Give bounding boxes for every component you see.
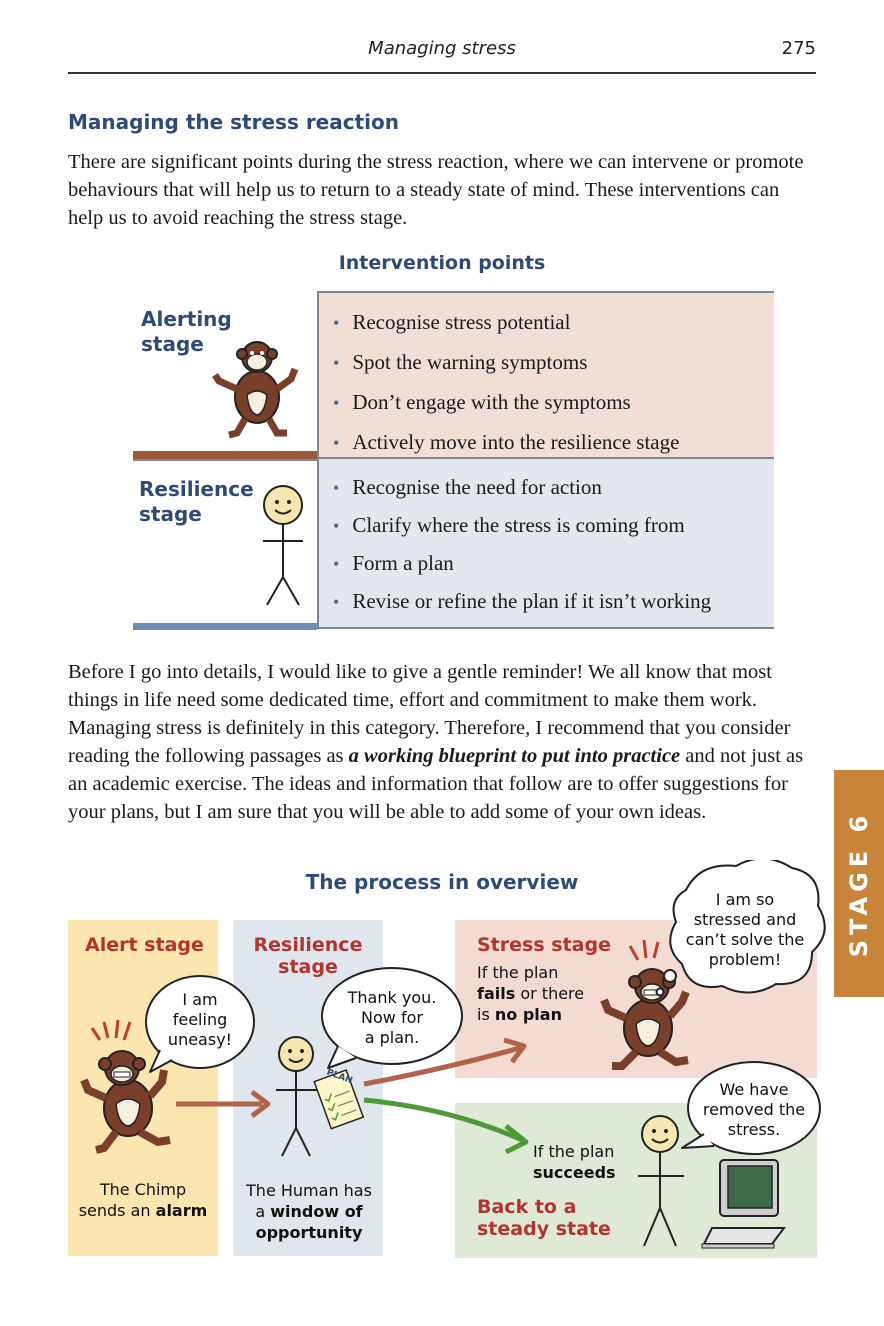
body-emphasis: a working blueprint to put into practice	[348, 745, 681, 767]
bubble-line: stressed and	[693, 910, 797, 929]
alert-stage-title: Alert stage	[85, 934, 204, 956]
header-rule	[68, 72, 816, 74]
title-line: stage	[278, 956, 338, 978]
list-item: • Recognise the need for action	[333, 469, 711, 507]
bubble-line: I am	[182, 990, 218, 1009]
table-row-resilience	[133, 459, 774, 629]
caption-line: The Human has	[246, 1181, 372, 1200]
label-line: stage	[141, 332, 204, 356]
bubble-line: I am so	[715, 890, 775, 909]
body-paragraph	[68, 658, 818, 826]
bubble-line: Now for	[361, 1008, 423, 1027]
description-text: or there	[515, 984, 585, 1003]
list-item: • Spot the warning symptoms	[333, 343, 679, 383]
description-bold: no plan	[494, 1005, 562, 1024]
title-line: Back to a	[477, 1196, 577, 1218]
body-text: Before I go into details, I would like to give a gentle reminder! We all know that most things in life need some dedicated time, effort and commitment to make them work. Managing stress is definitely in this category. Therefore, I recommend that you consider reading the following passages as	[68, 661, 791, 767]
section-heading: Managing the stress reaction	[68, 110, 399, 134]
table-row-alerting	[133, 291, 774, 459]
row-list-cell	[317, 291, 774, 459]
human-stick-figure-icon	[251, 481, 311, 613]
bubble-line: problem!	[708, 950, 782, 969]
list-item: • Actively move into the resilience stage	[333, 423, 679, 463]
bubble-line: can’t solve the	[685, 930, 805, 949]
steady-bubble-text	[690, 1080, 818, 1140]
arrow-alert-to-resilience	[176, 1092, 268, 1116]
caption-bold: alarm	[155, 1201, 208, 1220]
bubble-line: Thank you.	[347, 988, 437, 1007]
diagram-title: The process in overview	[305, 870, 579, 894]
row-label-resilience	[139, 477, 254, 527]
list-item: • Don’t engage with the symptoms	[333, 383, 679, 423]
bullet-list-alerting	[333, 303, 679, 463]
chimp-icon	[211, 337, 299, 443]
bubble-line: stress.	[727, 1120, 781, 1139]
stage-tab-label: STAGE 6	[845, 810, 873, 957]
running-head: Managing stress	[368, 38, 516, 59]
description-line: succeeds	[533, 1163, 616, 1182]
caption-bold: opportunity	[255, 1223, 363, 1242]
stressed-chimp-icon	[604, 940, 688, 1066]
computer-icon	[702, 1160, 784, 1248]
label-line: Resilience	[139, 477, 254, 501]
intro-paragraph: There are significant points during the stress reaction, where we can intervene or promote behaviours that will help us to return to a steady state of mind. These interventions can help us to avoid reaching the stress stage.	[68, 151, 804, 229]
bubble-line: a plan.	[364, 1028, 420, 1047]
row-label-cell	[133, 459, 317, 630]
description-line: If the plan	[533, 1142, 615, 1161]
plan-label: PLAN	[325, 1067, 354, 1087]
list-item: • Revise or refine the plan if it isn’t working	[333, 583, 711, 621]
bubble-line: We have	[719, 1080, 789, 1099]
intervention-table	[133, 291, 774, 629]
caption-text: sends an	[78, 1201, 156, 1220]
page-number: 275	[781, 38, 816, 59]
list-item: • Recognise stress potential	[333, 303, 679, 343]
stress-stage-title: Stress stage	[477, 934, 611, 956]
list-item: • Clarify where the stress is coming from	[333, 507, 711, 545]
bubble-line: removed the	[702, 1100, 806, 1119]
row-label-cell	[133, 291, 317, 459]
label-line: stage	[139, 502, 202, 526]
list-item: • Form a plan	[333, 545, 711, 583]
resilience-bubble-text	[326, 988, 458, 1048]
bubble-line: uneasy!	[167, 1030, 233, 1049]
caption-bold: window of	[270, 1202, 363, 1221]
description-text: is	[477, 1005, 495, 1024]
bubble-line: feeling	[172, 1010, 228, 1029]
body-text: and not just as an academic exercise. The ideas and information that follow are to offer suggestions for your plans, but I am sure that you will be able to add some of your own ideas.	[68, 745, 804, 823]
description-bold: fails	[477, 984, 516, 1003]
alert-bubble-text	[146, 990, 254, 1050]
label-line: Alerting	[141, 307, 232, 331]
caption-line: The Chimp	[99, 1180, 187, 1199]
caption-text: a	[255, 1202, 271, 1221]
arrow-plan-to-steady	[364, 1100, 526, 1152]
title-line: Resilience	[253, 934, 363, 956]
row-list-cell	[317, 459, 774, 629]
description-line: If the plan	[477, 963, 559, 982]
stress-bubble-text	[680, 890, 810, 970]
title-line: steady state	[477, 1218, 611, 1240]
table-title: Intervention points	[338, 252, 546, 274]
relieved-human-icon	[638, 1116, 684, 1246]
bullet-list-resilience	[333, 469, 711, 621]
